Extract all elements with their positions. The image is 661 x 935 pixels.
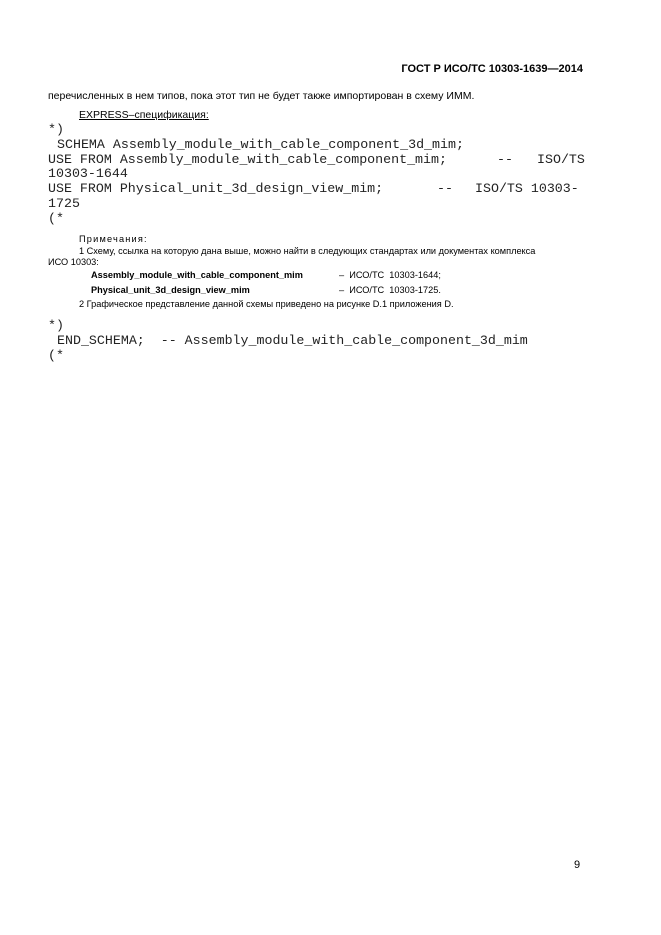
note-1-line-1: 1 Схему, ссылка на которую дана выше, можно найти в следующих стандартах или документах комплекса <box>79 246 536 256</box>
use-from-line-1: USE FROM Assembly_module_with_cable_component_mim; <box>48 152 447 167</box>
use-from-line-2-dash: -- <box>437 181 453 196</box>
use-from-line-1-ref: ISO/TS <box>537 152 585 167</box>
comment-start: (* <box>48 211 64 226</box>
use-from-line-2-ref: ISO/TS 10303- <box>475 181 579 196</box>
page-number: 9 <box>574 859 581 871</box>
schema-declaration: SCHEMA Assembly_module_with_cable_component_3d_mim; <box>57 137 464 152</box>
use-from-line-1-dash: -- <box>497 152 513 167</box>
notes-title: Примечания: <box>79 234 148 244</box>
ref-schema-1: Assembly_module_with_cable_component_mim <box>91 270 303 280</box>
document-header: ГОСТ Р ИСО/ТС 10303-1639—2014 <box>401 63 583 75</box>
note-2: 2 Графическое представление данной схемы приведено на рисунке D.1 приложения D. <box>79 299 454 309</box>
express-heading: EXPRESS–спецификация: <box>79 109 209 121</box>
use-from-line-2-cont: 1725 <box>48 196 80 211</box>
use-from-line-1-cont: 10303-1644 <box>48 166 128 181</box>
comment-start-2: (* <box>48 348 64 363</box>
ref-doc-1: – ИСО/ТС 10303-1644; <box>339 270 441 280</box>
ref-doc-2: – ИСО/ТС 10303-1725. <box>339 285 441 295</box>
end-schema-line: END_SCHEMA; -- Assembly_module_with_cable_component_3d_mim <box>57 333 528 348</box>
comment-end: *) <box>48 122 64 137</box>
comment-end-2: *) <box>48 318 64 333</box>
note-1-line-2: ИСО 10303: <box>48 257 99 267</box>
ref-schema-2: Physical_unit_3d_design_view_mim <box>91 285 250 295</box>
use-from-line-2: USE FROM Physical_unit_3d_design_view_mim; <box>48 181 384 196</box>
intro-text: перечисленных в нем типов, пока этот тип не будет также импортирован в схему ИММ. <box>48 90 475 102</box>
